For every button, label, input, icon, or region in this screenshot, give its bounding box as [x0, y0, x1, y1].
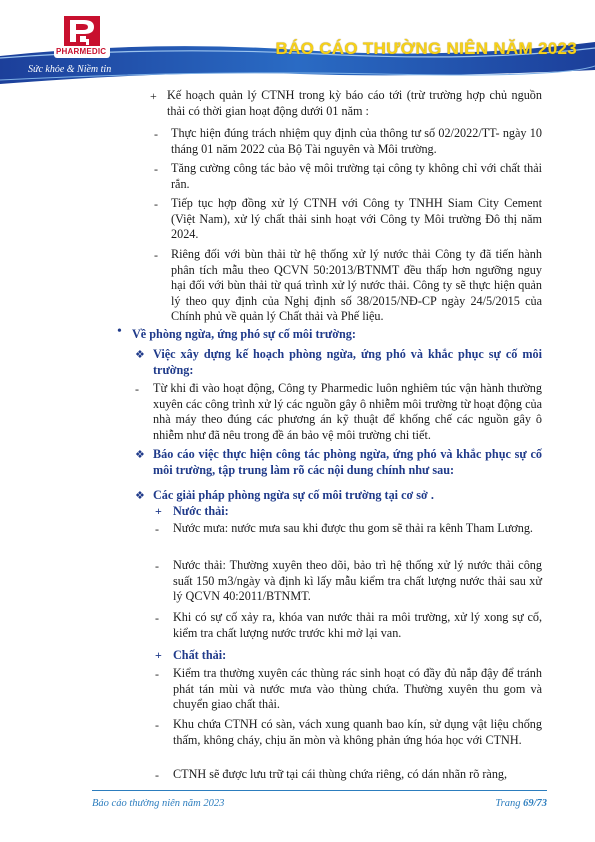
- dash-marker: -: [155, 611, 159, 625]
- brand-name: PHARMEDIC: [56, 47, 107, 56]
- section-heading: Về phòng ngừa, ứng phó sự cố môi trường:: [132, 327, 356, 341]
- wastewater-item-1: Nước mưa: nước mưa sau khi được thu gom sẽ thải ra kênh Tham Lương.: [173, 521, 533, 535]
- footer-report-name: Báo cáo thường niên năm 2023: [92, 798, 225, 809]
- sub-heading-1: Việc xây dựng kế hoạch phòng ngừa, ứng phó và khắc phục sự cố môi trường:: [153, 347, 542, 377]
- wastewater-item-3: Khi có sự cố xảy ra, khóa van nước thải ra môi trường, xử lý xong sự cố, kiểm tra chất lượng nước trước khi mở lại van.: [173, 610, 542, 640]
- dash-marker: -: [155, 559, 159, 573]
- plan-subitem-3: Tiếp tục hợp đồng xử lý CTNH với Công ty TNHH Siam City Cement (Việt Nam), xử lý chất thải sinh hoạt với Công ty Môi trường Đô thị năm 2024.: [171, 196, 542, 242]
- plan-subitem-4: Riêng đối với bùn thải từ hệ thống xử lý nước thải Công ty đã tiến hành phân tích mẫu theo QCVN 50:2013/BTNMT đều thấp hơn ngưỡng nguy hại đối với bùn thải từ quá trình xử lý nước thải. Công ty sẽ thực hiện quản lý theo quy định của Nghị định số 38/2015/NĐ-CP ngày 24/5/2015 của Chính phủ về quản lý Chất thải và Phế liệu.: [171, 247, 542, 324]
- diamond-bullet-icon: ❖: [135, 490, 145, 502]
- report-title: BÁO CÁO THƯỜNG NIÊN NĂM 2023: [275, 39, 577, 58]
- bullet-dot-icon: •: [117, 324, 122, 339]
- dash-marker: -: [155, 667, 159, 681]
- logo-icon: [62, 14, 102, 48]
- solid-waste-label: Chất thải:: [173, 648, 227, 662]
- solid-waste-item-1: Kiểm tra thường xuyên các thùng rác sinh hoạt có đầy đủ nắp đậy để tránh phát tán mùi và nước mưa vào thùng chứa. Thường xuyên thu gom và chuyển giao chất thải.: [173, 666, 542, 712]
- pharmedic-logo: [62, 14, 102, 48]
- solid-waste-item-3: CTNH sẽ được lưu trữ tại cái thùng chứa riêng, có dán nhãn rõ ràng,: [173, 767, 508, 781]
- footer-divider: [92, 790, 547, 791]
- dash-marker: -: [155, 522, 159, 536]
- page-label: Trang: [495, 798, 524, 809]
- sub-heading-1-item: Từ khi đi vào hoạt động, Công ty Pharmedic luôn nghiêm túc vận hành thường xuyên các công trình xử lý các nguồn gây ô nhiễm môi trường từ hoạt động của nhà máy theo đúng các phương án kỹ thuật để khống chế các nguồn gây ô nhiễm như đã nêu trong đề án bảo vệ môi trường chi tiết.: [153, 381, 542, 442]
- page-total: 73: [536, 798, 547, 809]
- plan-subitem-1: Thực hiện đúng trách nhiệm quy định của thông tư số 02/2022/TT- ngày 10 tháng 01 năm 2022 của Bộ Tài nguyên và Môi trường.: [171, 126, 542, 156]
- diamond-bullet-icon: ❖: [135, 349, 145, 361]
- dash-marker: -: [154, 248, 158, 262]
- solid-waste-item-2: Khu chứa CTNH có sàn, vách xung quanh bao kín, sử dụng vật liệu chống thấm, không cháy, chịu ăn mòn và không phản ứng hóa học với CTNH.: [173, 717, 542, 747]
- plus-marker: +: [150, 89, 157, 103]
- footer-page-number: [495, 798, 547, 809]
- plan-subitem-2: Tăng cường công tác bảo vệ môi trường tại công ty không chỉ với chất thải rắn.: [171, 161, 542, 191]
- dash-marker: -: [155, 718, 159, 732]
- sub-heading-3: Các giải pháp phòng ngừa sự cố môi trường tại cơ sở .: [153, 488, 434, 502]
- sub-heading-2: Báo cáo việc thực hiện công tác phòng ngừa, ứng phó và khắc phục sự cố môi trường, tập trung làm rõ các nội dung chính như sau:: [153, 447, 542, 477]
- wastewater-item-2: Nước thải: Thường xuyên theo dõi, bảo trì hệ thống xử lý nước thải công suất 150 m3/ngày và định kì lấy mẫu kiểm tra chất lượng nước thải sau xử lý QCVN 40:2011/BTNMT.: [173, 558, 542, 604]
- dash-marker: -: [154, 162, 158, 176]
- dash-marker: -: [154, 197, 158, 211]
- plus-marker: +: [155, 648, 162, 662]
- dash-marker: -: [155, 768, 159, 782]
- plan-item: Kế hoạch quản lý CTNH trong kỳ báo cáo tới (trừ trường hợp chủ nguồn thải có thời gian hoạt động dưới 01 năm :: [167, 88, 542, 118]
- page-current: 69: [523, 798, 534, 809]
- plus-marker: +: [155, 504, 162, 518]
- dash-marker: -: [154, 127, 158, 141]
- dash-marker: -: [135, 382, 139, 396]
- wastewater-label: Nước thải:: [173, 504, 229, 518]
- diamond-bullet-icon: ❖: [135, 449, 145, 461]
- slogan: Sức khỏe & Niềm tin: [28, 64, 112, 75]
- page-separator: /: [533, 798, 537, 809]
- page-header: [0, 0, 595, 86]
